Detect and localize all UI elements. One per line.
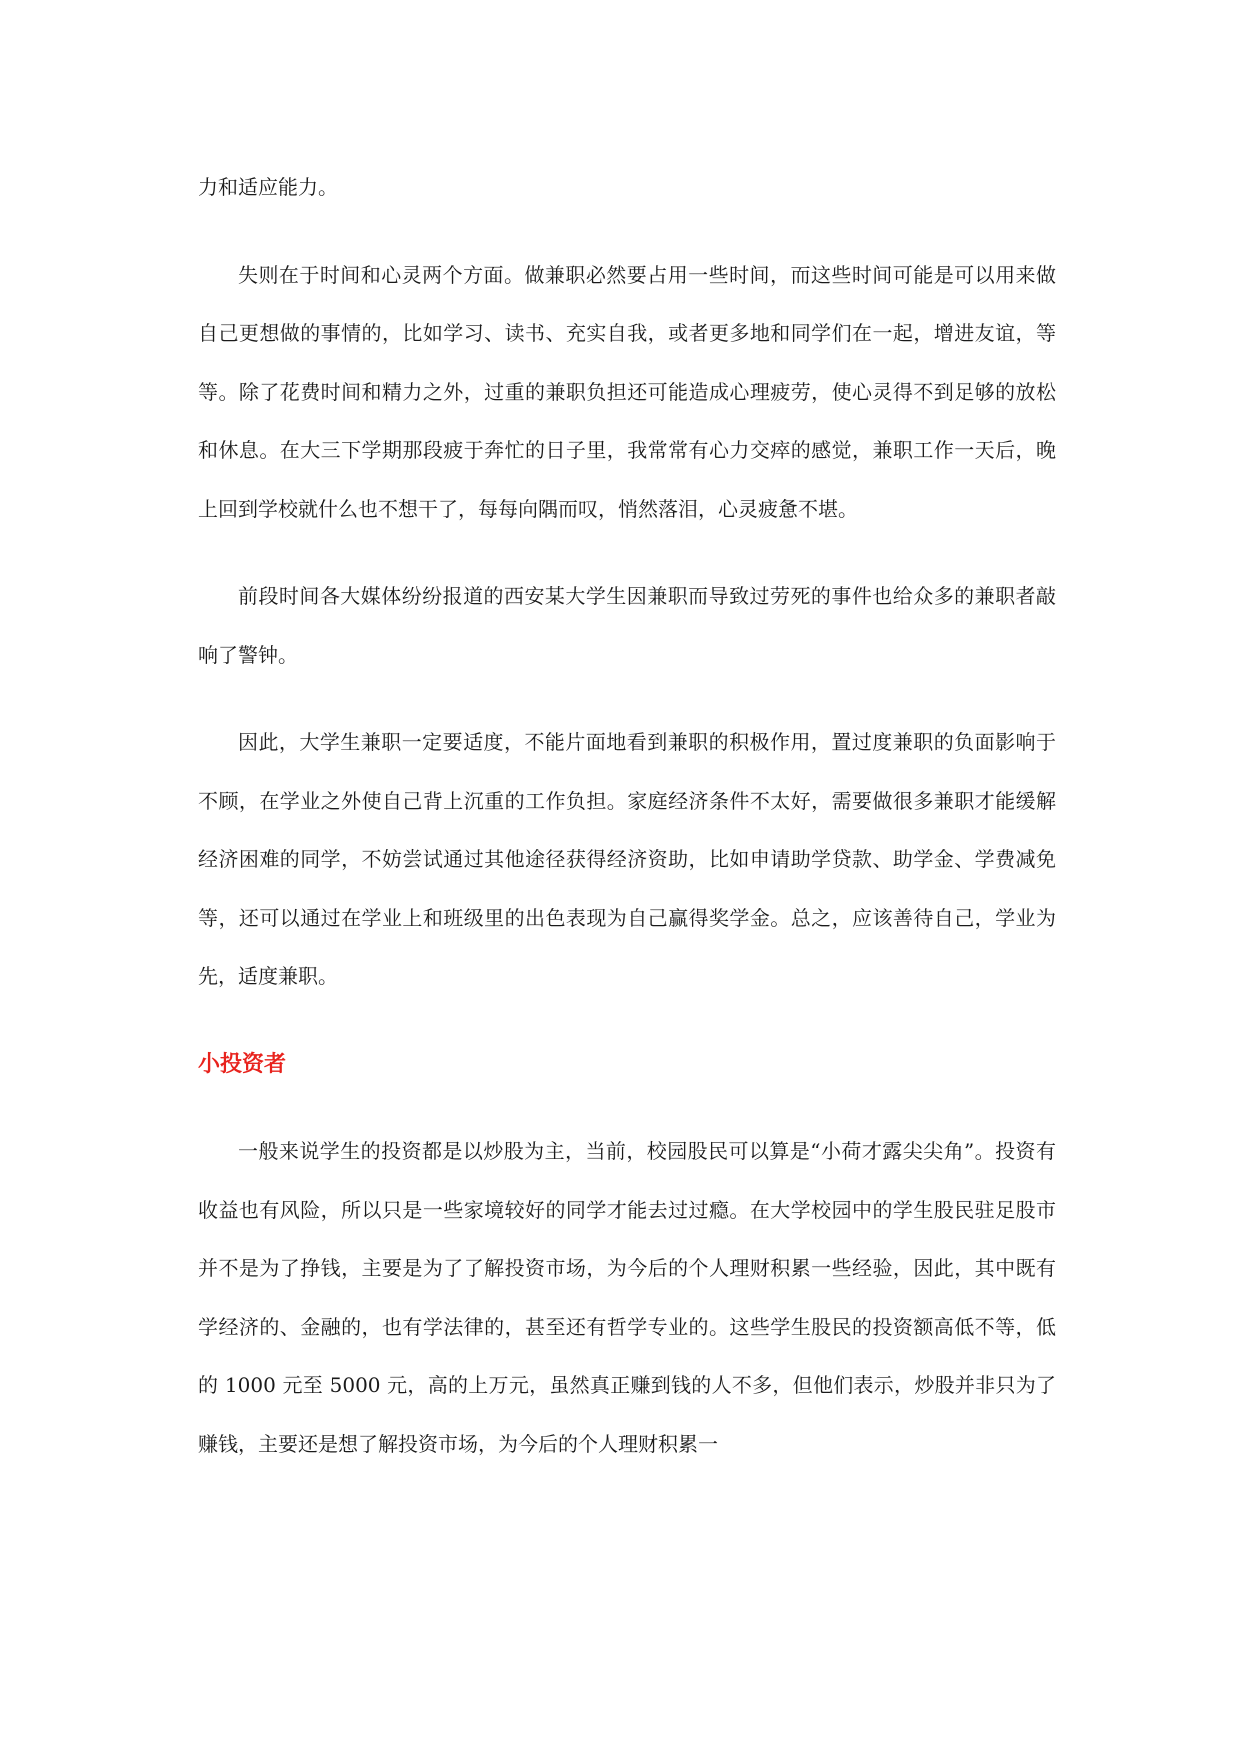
- paragraph-gap: [198, 1006, 1056, 1035]
- paragraph-overwork-news: 前段时间各大媒体纷纷报道的西安某大学生因兼职而导致过劳死的事件也给众多的兼职者敲响了警钟。: [198, 584, 1056, 667]
- paragraph-downsides: 失则在于时间和心灵两个方面。做兼职必然要占用一些时间，而这些时间可能是可以用来做自己更想做的事情的，比如学习、读书、充实自我，或者更多地和同学们在一起，增进友谊，等等。除了花费时间和精力之外，过重的兼职负担还可能造成心理疲劳，使心灵得不到足够的放松和休息。在大三下学期那段疲于奔忙的日子里，我常常有心力交瘁的感觉，兼职工作一天后，晚上回到学校就什么也不想干了，每每向隅而叹，悄然落泪，心灵疲惫不堪。: [198, 262, 1056, 521]
- paragraph-conclusion: 因此，大学生兼职一定要适度，不能片面地看到兼职的积极作用，置过度兼职的负面影响于不顾，在学业之外使自己背上沉重的工作负担。家庭经济条件不太好，需要做很多兼职才能缓解经济困难的同学，不妨尝试通过其他途径获得经济资助，比如申请助学贷款、助学金、学费减免等，还可以通过在学业上和班级里的出色表现为自己赢得奖学金。总之，应该善待自己，学业为先，适度兼职。: [198, 730, 1056, 988]
- paragraph-student-investors: 一般来说学生的投资都是以炒股为主，当前，校园股民可以算是“小荷才露尖尖角”。投资有收益也有风险，所以只是一些家境较好的同学才能去过过瘾。在大学校园中的学生股民驻足股市并不是为了挣钱，主要是为了了解投资市场，为今后的个人理财积累一些经验，因此，其中既有学经济的、金融的，也有学法律的，甚至还有哲学专业的。这些学生股民的投资额高低不等，低的 1000 元至 5000 元，高的上万元，虽然真正赚到钱的人不多，但他们表示，炒股并非只为了赚钱，主要还是想了解投资市场，为今后的个人理财积累一: [198, 1139, 1056, 1456]
- paragraph-gap: [198, 217, 1056, 246]
- paragraph-gap: [198, 684, 1056, 713]
- paragraph-gap: [198, 538, 1056, 567]
- paragraph-gap: [198, 1093, 1056, 1122]
- document-body: [198, 158, 1056, 1473]
- paragraph-continuation: 力和适应能力。: [198, 175, 338, 199]
- section-heading: 小投资者: [198, 1050, 287, 1077]
